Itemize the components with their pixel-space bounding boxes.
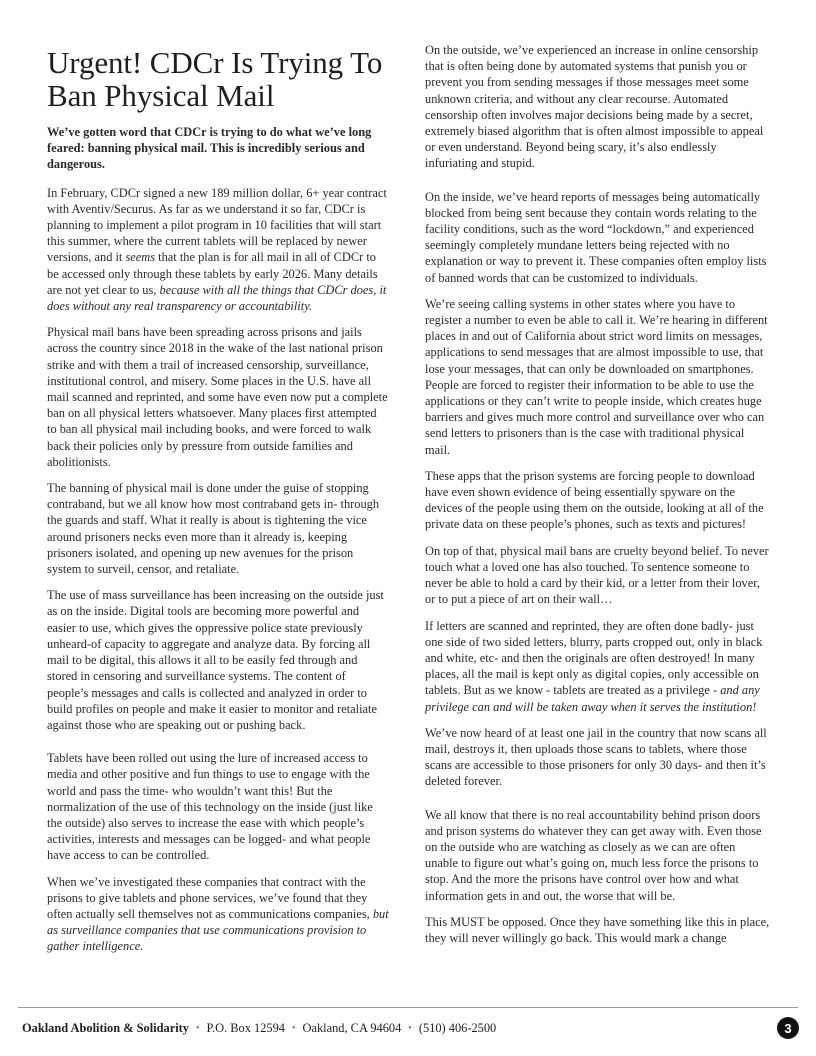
footer-phone: (510) 406-2500 bbox=[418, 1021, 497, 1035]
paragraph: These apps that the prison systems are forcing people to download have even shown evidence of being essentially spyware on the devices of the people using them on the outside, looking at all of the private data on these people’s phones, such as texts and pictures! bbox=[425, 468, 764, 532]
page-number-badge: 3 bbox=[777, 1017, 799, 1039]
footer-separator: • bbox=[195, 1023, 200, 1034]
footer-separator: • bbox=[408, 1023, 412, 1034]
paragraph: On the inside, we’ve heard reports of messages being automatically blocked from being sent because they contain words relating to the facility conditions, such as the word “lockdown,” and experienced seemingly completely mundane letters being rejected with no explanation or way to prevent it. These companies often employ lists of banned words that can be customized to individuals. bbox=[425, 189, 767, 285]
article-lede: We’ve gotten word that CDCr is trying to do what we’ve long feared: banning physical mail. This is incredibly serious and dangerous. bbox=[47, 125, 372, 172]
paragraph: We’ve now heard of at least one jail in the country that now scans all mail, destroys it, then uploads those scans to tablets, where those scans are accessible to those prisoners for only 30 days- and then it’s deleted forever. bbox=[425, 725, 767, 789]
paragraph: In February, CDCr signed a new 189 million dollar, 6+ year contract with Aventiv/Securus. As far as we understand it so far, CDCr is planning to implement a pilot program in 10 facilities that will start this summer, where the current tablets will be replaced by newer versions, and it seems that the plan is for all mail in all of CDCr to be accessed only through these tablets by early 2026. Many details are not yet clear to us, because with all the things that CDCr does, it does without any real transparency or accountability. bbox=[47, 185, 387, 314]
paragraph: We’re seeing calling systems in other states where you have to register a number to even be able to call it. We’re hearing in different places in and out of California about strict word limits on messages, applications to send messages that are almost impossible to use, that lose your messages, that can only be downloaded on smartphones. People are forced to register their information to be able to use the applications or they can’t write to people inside, which creates huge barriers and gives much more control and surveillance over who can send letters to prisoners than is the case with traditional physical mail. bbox=[425, 296, 768, 457]
left-column bbox=[47, 42, 389, 987]
right-column bbox=[425, 42, 771, 987]
footer-city: Oakland, CA 94604 bbox=[302, 1021, 402, 1035]
footer-separator: • bbox=[292, 1023, 296, 1034]
paragraph: If letters are scanned and reprinted, they are often done badly- just one side of two sided letters, blurry, parts cropped out, only in black and white, etc- and then the originals are often destroyed! In many places, all the mail is kept only as digital copies, only accessible on tablets. But as we know - tablets are treated as a privilege - and any privilege can and will be taken away when it serves the institution! bbox=[425, 618, 763, 714]
paragraph: Tablets have been rolled out using the lure of increased access to media and other positive and fun things to use to engage with the world and pass the time- who wouldn’t want this! But the normalization of the use of this technology on the inside (just like the outside) also serves to increase the ease with which people’s activities, interests and messages can be logged- and what people have access to can be controlled. bbox=[47, 751, 373, 863]
paragraph: The banning of physical mail is done under the guise of stopping contraband, but we all know how most contraband gets in- through the guards and staff. What it really is about is tightening the vice around prisoners necks even more than it already is, keeping prisoners isolated, and opening up new avenues for the prison system to surveil, censor, and retaliate. bbox=[47, 481, 380, 577]
paragraph: On the outside, we’ve experienced an increase in online censorship that is often being done by automated systems that punish you or prevent you from sending messages if those messages meet some unknown criteria, and without any clear recourse. Automated censorship often involves major decisions being made by a secret, extremely biased algorithm that is often almost impossible to appeal or even understand. Beyond being scary, it’s also endlessly infuriating and stupid. bbox=[425, 43, 764, 171]
paragraph: We all know that there is no real accountability behind prison doors and prison systems do whatever they can get away with. Even those on the outside who are watching as closely as we can are often unable to figure out what’s going on, much less force the prisons to stop. And the more the prisons have control over how and what information gets in and out, the worse that will be. bbox=[425, 807, 762, 903]
page-body bbox=[47, 42, 771, 987]
paragraph: Physical mail bans have been spreading across prisons and jails across the country since 2018 in the wake of the last national prison strike and with them a trail of increased censorship, surveillance, institutional control, and misery. Some places in the U.S. have all mail scanned and reprinted, and some have even now put a complete ban on all physical letters whatsoever. Many places first attempted to ban all physical mail including books, and were forced to walk back their policies only by pressure from outside families and abolitionists. bbox=[47, 325, 388, 469]
footer-org-name: Oakland Abolition & Solidarity bbox=[22, 1021, 189, 1035]
paragraph: This MUST be opposed. Once they have something like this in place, they will never willingly go back. This would mark a change bbox=[425, 914, 770, 945]
paragraph: On top of that, physical mail bans are cruelty beyond belief. To never touch what a loved one has also touched. To sentence someone to never be able to hold a card by their kid, or a letter from their lover, or to put a piece of art on their wall… bbox=[425, 543, 769, 607]
footer bbox=[22, 1021, 496, 1036]
paragraph: When we’ve investigated these companies that contract with the prisons to give tablets and phone services, we’ve found that they often actually sell themselves not as communications companies, but as surveillance companies that use communications provision to gather intelligence. bbox=[47, 874, 389, 954]
footer-po-box: P.O. Box 12594 bbox=[206, 1021, 285, 1035]
article-title: Urgent! CDCr Is Trying To Ban Physical Mail bbox=[47, 45, 383, 113]
footer-divider bbox=[18, 1007, 798, 1008]
paragraph: The use of mass surveillance has been increasing on the outside just as on the inside. Digital tools are becoming more powerful and easier to use, which gives the oppressive police state previously unheard-of capacity to aggregate and analyze data. By forcing all mail to be digital, this allows it all to be easily fed through and stored in censoring and surveillance systems. The content of people’s messages and calls is collected and analyzed in order to build profiles on people and make it easier to monitor and retaliate against those who are speaking out or pushing back. bbox=[47, 588, 384, 732]
